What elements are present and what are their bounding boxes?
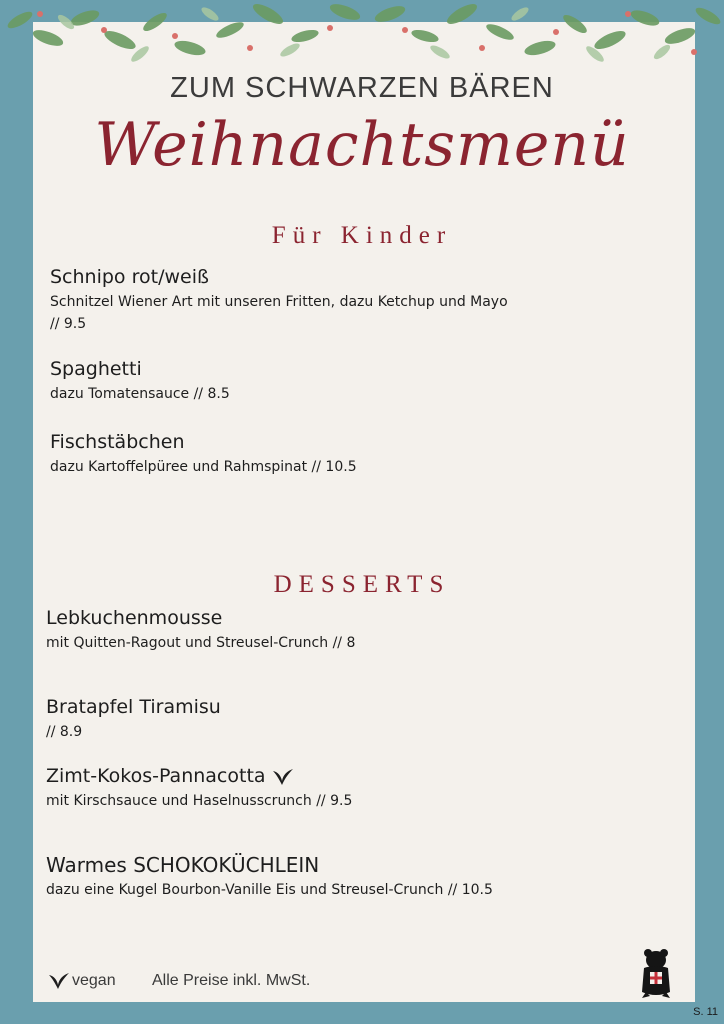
menu-item — [46, 764, 646, 812]
garland-decoration-icon — [0, 0, 724, 70]
tax-note: Alle Preise inkl. MwSt. — [152, 972, 311, 989]
menu-item — [50, 357, 610, 405]
item-name: Schnipo rot/weiß — [50, 266, 209, 288]
page-number: S. 11 — [693, 1006, 718, 1018]
section-heading-desserts: DESSERTS — [273, 571, 451, 598]
item-name: Bratapfel Tiramisu — [46, 696, 221, 718]
menu-item — [46, 606, 646, 654]
item-description: mit Kirschsauce und Haselnusscrunch // 9.5 — [46, 793, 353, 809]
item-name: Spaghetti — [50, 358, 142, 380]
item-description: mit Quitten-Ragout und Streusel-Crunch // 8 — [46, 635, 356, 651]
vegan-leaf-icon — [272, 768, 294, 786]
menu-item — [46, 695, 646, 743]
menu-title: Weihnachtsmenü — [94, 110, 630, 180]
menu-item — [50, 265, 520, 335]
menu-item — [46, 853, 666, 901]
bear-mascot-icon — [636, 948, 676, 998]
item-description: Schnitzel Wiener Art mit unseren Fritten, dazu Ketchup und Mayo // 9.5 — [50, 294, 508, 332]
restaurant-name: ZUM SCHWARZEN BÄREN — [170, 72, 554, 104]
item-name: Fischstäbchen — [50, 431, 185, 453]
item-name: Warmes SCHOKOKÜCHLEIN — [46, 853, 320, 877]
item-description: dazu Tomatensauce // 8.5 — [50, 386, 230, 402]
item-description: dazu Kartoffelpüree und Rahmspinat // 10.5 — [50, 459, 357, 475]
menu-item — [50, 430, 610, 478]
item-name: Zimt-Kokos-Pannacotta — [46, 765, 266, 787]
item-description: // 8.9 — [46, 724, 83, 740]
vegan-leaf-icon — [48, 972, 70, 990]
section-heading-kids: Für Kinder — [271, 222, 453, 249]
vegan-legend-label: vegan — [72, 972, 116, 989]
item-description: dazu eine Kugel Bourbon-Vanille Eis und Streusel-Crunch // 10.5 — [46, 882, 493, 898]
item-name: Lebkuchenmousse — [46, 607, 223, 629]
